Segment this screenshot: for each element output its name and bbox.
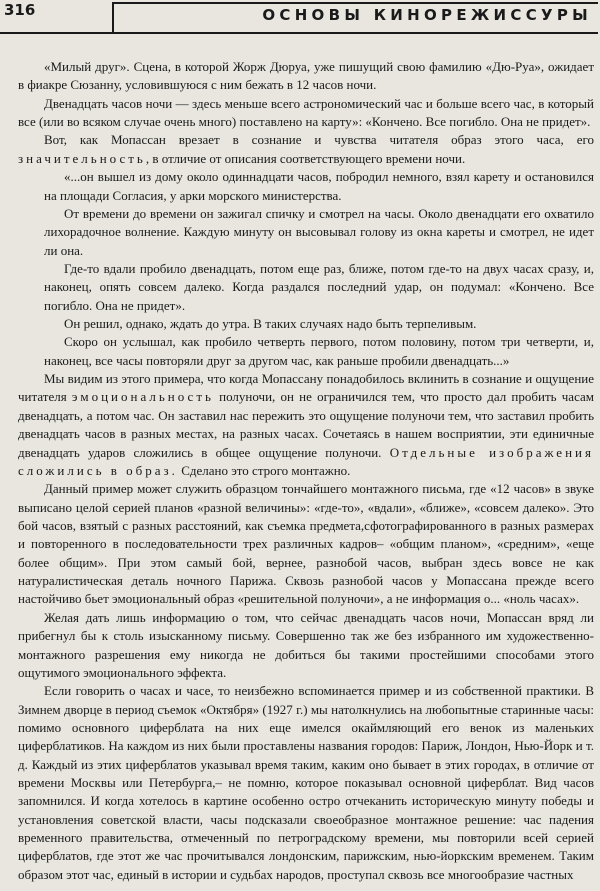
paragraph: «Милый друг». Сцена, в которой Жорж Дюруа, уже пишущий свою фамилию «Дю-Руа», ожидает в фиакре Сюзанну, условившуюся с ним бежать в 12 часов ночи.	[18, 59, 594, 93]
paragraph-text: Сделано это строго монтажно.	[177, 462, 351, 478]
paragraph: Если говорить о часах и часе, то неизбежно вспоминается пример и из собственной практики. В Зимнем дворце в период съемок «Октября» (1927 г.) мы натолкнулись на любопытные старинные часы: помимо основного циферблата на них еще имелся окаймляющий его венок из маленьких циферблатиков. На каждом из них были проставлены названия городов: Париж, Лондон, Нью-Йорк и т. д. Каждый из этих циферблатов указывал время таким, каким оно бывает в этих городах, в отличие от времени Москвы или Петербурга,– не помню, которое показывал основной циферблат. Вид часов запомнился. И когда хотелось в картине особенно остро отчеканить историческую минуту победы и установления советской власти, часы подсказали своеобразное монтажное решение: час падения временного правительства, отмеченный по петроградскому времени, мы повторили всей серией циферблатов, где этот же час прочитывался лондонским, парижским, нью-йоркским временем. Таким образом этот час, единый в истории и судьбах народов, проступал сквозь все многообразие частных	[18, 683, 594, 882]
paragraph: Данный пример может служить образцом тончайшего монтажного письма, где «12 часов» в звуке выписано целой серией планов «разной величины»: «где-то», «вдали», «ближе», «совсем далеко». Это бой часов, взятый с разных расстояний, как съемка предмета,сфотографированного в разных размерах и повторенного в последовательности трех различных кадров– «общим планом», «средним», «еще более общим». При этом самый бой, вернее, разнобой часов, выбран здесь вовсе не как натуралистическая деталь ночного Парижа. Сквозь разнобой часов у Мопассана прежде всего настойчиво бьет эмоциональный образ «решительной полуночи», а не информация о... «ноль часах».	[18, 481, 594, 607]
paragraph-text: Мы видим из этого примера, что когда Мопассану понадобилось вклинить в сознание и ощущение читателя	[18, 371, 594, 405]
paragraph	[18, 131, 594, 168]
body-text	[18, 58, 594, 884]
paragraph-text: Вот, как Мопассан врезает в сознание и чувства читателя образ этого часа, его	[44, 132, 594, 148]
quote-paragraph: Скоро он услышал, как пробило четверть первого, потом половину, потом три четверти, и, наконец, все часы повторяли друг за другом час, как раньше пробили двенадцать...»	[44, 334, 594, 368]
paragraph: Двенадцать часов ночи — здесь меньше всего астрономический час и больше всего час, в который все (или во всяком случае очень много) поставлено на карту»: «Кончено. Все погибло. Она не придет».	[18, 95, 594, 130]
quote-paragraph: От времени до времени он зажигал спичку и смотрел на часы. Около двенадцати его охватило лихорадочное волнение. Каждую минуту он высовывал голову из окна кареты и смотрел, не идет ли она.	[44, 205, 594, 258]
spaced-emphasis: значительность	[18, 150, 146, 166]
spaced-emphasis: эмоциональность	[71, 389, 214, 405]
header-rule-top	[112, 2, 598, 4]
spaced-emphasis: Отдельные изображения сложились в образ.	[18, 444, 594, 478]
paragraph	[18, 370, 594, 480]
page-header	[0, 0, 600, 40]
quote-paragraph: «...он вышел из дому около одиннадцати часов, побродил немного, взял карету и остановился на площади Согласия, у арки морского министерства.	[44, 169, 594, 203]
header-rule-bottom	[0, 32, 598, 34]
paragraph: Желая дать лишь информацию о том, что сейчас двенадцать часов ночи, Мопассан вряд ли прибегнул бы к столь изысканному письму. Совершенно так же без избранного им художественно-монтажного разрешения ему никогда не добиться бы такими простейшими способами этого ощутимого эмоционального эффекта.	[18, 609, 594, 680]
header-rule-vertical	[112, 2, 114, 32]
running-title: ОСНОВЫ КИНОРЕЖИССУРЫ	[262, 6, 592, 24]
page-number: 316	[4, 1, 36, 19]
paragraph-text: полуночи, он не ограничился тем, что просто дал пробить часам двенадцать, а потом час. Он заставил нас пережить это ощущение полуночи тем, что заставил пробить двенадцать часов в разных местах, на разных часах. Сочетаясь в нашем восприятии, эти единичные двенадцать ударов сложились в общее ощущение полуночи.	[18, 389, 595, 460]
quote-paragraph: Где-то вдали пробило двенадцать, потом еще раз, ближе, потом где-то на двух часах сразу, и, наконец, опять совсем далеко. Когда раздался последний удар, он подумал: «Кончено. Все погибло. Она не придет».	[44, 260, 594, 313]
paragraph-text: , в отличие от описания соответствующего времени ночи.	[145, 150, 466, 166]
quote-paragraph: Он решил, однако, ждать до утра. В таких случаях надо быть терпеливым.	[64, 316, 477, 332]
